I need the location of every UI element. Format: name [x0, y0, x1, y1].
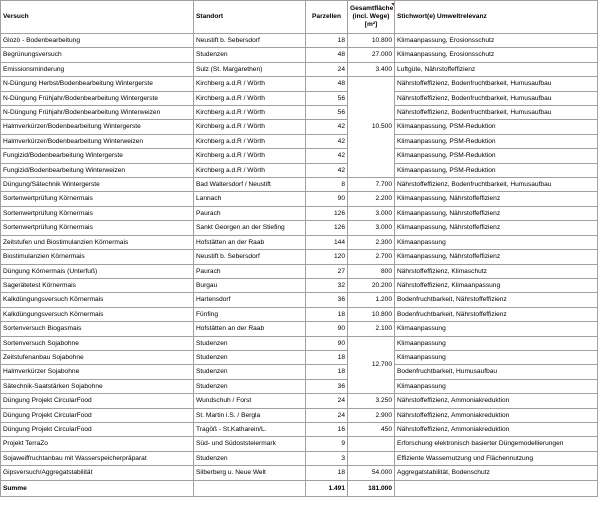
- cell-stichwort: Klimaanpassung: [395, 350, 598, 364]
- cell-flaeche: 2.200: [348, 192, 395, 206]
- cell-flaeche: 10.500: [348, 77, 395, 178]
- cell-versuch: Fungizid/Bodenbearbeitung Wintergerste: [1, 149, 194, 163]
- cell-stichwort: Nährstoffeffizienz, Klimaschutz: [395, 264, 598, 278]
- cell-standort: Süd- und Südoststeiermark: [194, 437, 306, 451]
- cell-flaeche: 27.000: [348, 48, 395, 62]
- cell-parzellen: 90: [306, 192, 348, 206]
- header-stichwort: Stichwort(e) Umweltrelevanz: [395, 1, 598, 34]
- cell-versuch: Düngung Projekt CircularFood: [1, 408, 194, 422]
- table-row: [1, 278, 598, 292]
- cell-versuch: Sojaweiffruchtanbau mit Wasserspeicherpräparat: [1, 451, 194, 465]
- cell-flaeche: 2.900: [348, 408, 395, 422]
- cell-stichwort: Klimaanpassung: [395, 235, 598, 249]
- table-row: [1, 336, 598, 350]
- table-row: [1, 34, 598, 48]
- cell-parzellen: 42: [306, 149, 348, 163]
- cell-standort: Neustift b. Sebersdorf: [194, 250, 306, 264]
- cell-stichwort: Effiziente Wassernutzung und Flächennutzung: [395, 451, 598, 465]
- cell-parzellen: 24: [306, 408, 348, 422]
- header-versuch: Versuch: [1, 1, 194, 34]
- cell-versuch: Sortenwertprüfung Körnermais: [1, 206, 194, 220]
- cell-stichwort: Klimaanpassung, Erosionsschutz: [395, 34, 598, 48]
- cell-parzellen: 32: [306, 278, 348, 292]
- table-row: [1, 394, 598, 408]
- cell-flaeche: 3.400: [348, 62, 395, 76]
- cell-parzellen: 18: [306, 34, 348, 48]
- cell-stichwort: Klimaanpassung, PSM-Reduktion: [395, 163, 598, 177]
- cell-flaeche: 800: [348, 264, 395, 278]
- cell-flaeche: 1.200: [348, 293, 395, 307]
- cell-stichwort: Nährstoffeffizienz, Klimaanpassung: [395, 278, 598, 292]
- cell-flaeche: 2.700: [348, 250, 395, 264]
- cell-parzellen: 90: [306, 336, 348, 350]
- cell-standort: Kirchberg a.d.R / Wörth: [194, 91, 306, 105]
- cell-standort: Sulz (St. Margarethen): [194, 62, 306, 76]
- cell-parzellen: 36: [306, 293, 348, 307]
- cell-standort: Kirchberg a.d.R / Wörth: [194, 120, 306, 134]
- table-row: [1, 62, 598, 76]
- cell-flaeche: 3.000: [348, 221, 395, 235]
- cell-parzellen: 126: [306, 221, 348, 235]
- cell-flaeche: 2.100: [348, 322, 395, 336]
- cell-flaeche: 10.800: [348, 34, 395, 48]
- cell-stichwort: Klimaanpassung: [395, 336, 598, 350]
- cell-parzellen: 24: [306, 394, 348, 408]
- summary-stichwort: [395, 480, 598, 496]
- cell-parzellen: 56: [306, 106, 348, 120]
- cell-standort: Studenzen: [194, 48, 306, 62]
- cell-versuch: Halmverkürzer/Bodenbearbeitung Wintergerste: [1, 120, 194, 134]
- cell-versuch: Sortenversuch Sojabohne: [1, 336, 194, 350]
- cell-versuch: Kalkdüngungsversuch Körnermais: [1, 307, 194, 321]
- cell-standort: Kirchberg a.d.R / Wörth: [194, 106, 306, 120]
- cell-standort: Paurach: [194, 206, 306, 220]
- cell-standort: Kirchberg a.d.R / Wörth: [194, 163, 306, 177]
- cell-standort: Kirchberg a.d.R / Wörth: [194, 149, 306, 163]
- table-row: [1, 120, 598, 134]
- header-gesamtflaeche: [348, 1, 395, 34]
- cell-standort: Studenzen: [194, 365, 306, 379]
- cell-parzellen: 18: [306, 350, 348, 364]
- cell-flaeche: [348, 437, 395, 451]
- table-row: [1, 466, 598, 480]
- cell-standort: Wundschuh / Forst: [194, 394, 306, 408]
- cell-stichwort: Klimaanpassung, PSM-Reduktion: [395, 120, 598, 134]
- cell-versuch: Begrünungsversuch: [1, 48, 194, 62]
- table-row: [1, 163, 598, 177]
- cell-stichwort: Erforschung elektronisch basierter Düngemodellierungen: [395, 437, 598, 451]
- cell-standort: Sankt Georgen an der Stiefing: [194, 221, 306, 235]
- cell-versuch: Zeitstufen und Biostimulanzien Körnermais: [1, 235, 194, 249]
- table-row: [1, 134, 598, 148]
- header-flaeche-line2: (incl. Wege): [352, 13, 390, 20]
- cell-versuch: N-Düngung Frühjahr/Bodenbearbeitung Winterweizen: [1, 106, 194, 120]
- cell-parzellen: 18: [306, 466, 348, 480]
- cell-versuch: Sätechnik-Saatstärken Sojabohne: [1, 379, 194, 393]
- table-row: [1, 206, 598, 220]
- table-row: [1, 149, 598, 163]
- cell-stichwort: Klimaanpassung: [395, 379, 598, 393]
- cell-versuch: Düngung Projekt CircularFood: [1, 394, 194, 408]
- table-row: [1, 365, 598, 379]
- table-row: [1, 178, 598, 192]
- cell-parzellen: 42: [306, 134, 348, 148]
- cell-parzellen: 36: [306, 379, 348, 393]
- table-row: [1, 437, 598, 451]
- cell-standort: Studenzen: [194, 336, 306, 350]
- table-row: [1, 221, 598, 235]
- cell-parzellen: 9: [306, 437, 348, 451]
- cell-parzellen: 90: [306, 322, 348, 336]
- cell-versuch: Halmverkürzer Sojabohne: [1, 365, 194, 379]
- summary-row: [1, 480, 598, 496]
- cell-standort: Hartensdorf: [194, 293, 306, 307]
- cell-stichwort: Nährstoffeffizienz, Bodenfruchtbarkeit, Humusaufbau: [395, 77, 598, 91]
- cell-stichwort: Nährstoffeffizienz, Ammoniakreduktion: [395, 422, 598, 436]
- cell-parzellen: 48: [306, 77, 348, 91]
- table-row: [1, 250, 598, 264]
- cell-versuch: Halmverkürzer/Bodenbearbeitung Winterweizen: [1, 134, 194, 148]
- cell-stichwort: Nährstoffeffizienz, Ammoniakreduktion: [395, 394, 598, 408]
- table-row: [1, 48, 598, 62]
- header-parzellen: Parzellen: [306, 1, 348, 34]
- cell-parzellen: 3: [306, 451, 348, 465]
- cell-standort: Silberberg u. Neue Welt: [194, 466, 306, 480]
- cell-standort: Hofstätten an der Raab: [194, 322, 306, 336]
- cell-parzellen: 56: [306, 91, 348, 105]
- cell-parzellen: 126: [306, 206, 348, 220]
- cell-parzellen: 48: [306, 48, 348, 62]
- cell-parzellen: 18: [306, 307, 348, 321]
- header-flaeche-line1: Gesamtfläche: [350, 5, 394, 12]
- cell-stichwort: Klimaanpassung, PSM-Reduktion: [395, 134, 598, 148]
- cell-stichwort: Nährstoffeffizienz, Ammoniakreduktion: [395, 408, 598, 422]
- cell-versuch: Sortenwertprüfung Körnermais: [1, 192, 194, 206]
- cell-parzellen: 24: [306, 62, 348, 76]
- cell-stichwort: Klimaanpassung, Nährstoffeffizienz: [395, 250, 598, 264]
- cell-versuch: Projekt TerraZo: [1, 437, 194, 451]
- summary-standort: [194, 480, 306, 496]
- table-row: [1, 307, 598, 321]
- cell-stichwort: Nährstoffeffizienz, Bodenfruchtbarkeit, Humusaufbau: [395, 178, 598, 192]
- cell-versuch: Düngung Körnermais (Unterfuß): [1, 264, 194, 278]
- cell-parzellen: 16: [306, 422, 348, 436]
- header-row: [1, 1, 598, 34]
- table-row: [1, 235, 598, 249]
- cell-versuch: Sortenwertprüfung Körnermais: [1, 221, 194, 235]
- cell-versuch: N-Düngung Herbst/Bodenbearbeitung Wintergerste: [1, 77, 194, 91]
- cell-stichwort: Bodenfruchtbarkeit, Nährstoffeffizienz: [395, 293, 598, 307]
- table-body: [1, 34, 598, 481]
- cell-versuch: Düngung/Sätechnik Wintergerste: [1, 178, 194, 192]
- summary-label: Summe: [1, 480, 194, 496]
- cell-versuch: Emissionsminderung: [1, 62, 194, 76]
- table-row: [1, 77, 598, 91]
- summary-flaeche: 181.000: [348, 480, 395, 496]
- cell-standort: Bad Waltersdorf / Neustift: [194, 178, 306, 192]
- cell-parzellen: 144: [306, 235, 348, 249]
- cell-stichwort: Aggregatstabilität, Bodenschutz: [395, 466, 598, 480]
- cell-standort: Burgau: [194, 278, 306, 292]
- cell-stichwort: Bodenfruchtbarkeit, Humusaufbau: [395, 365, 598, 379]
- cell-versuch: Düngung Projekt CircularFood: [1, 422, 194, 436]
- cell-standort: St. Martin i.S. / Bergla: [194, 408, 306, 422]
- cell-flaeche: 7.700: [348, 178, 395, 192]
- cell-flaeche: 3.250: [348, 394, 395, 408]
- cell-flaeche: 20.200: [348, 278, 395, 292]
- table-row: [1, 408, 598, 422]
- table-row: [1, 379, 598, 393]
- cell-versuch: Glozö - Bodenbearbeitung: [1, 34, 194, 48]
- summary-parzellen: 1.491: [306, 480, 348, 496]
- cell-parzellen: 42: [306, 120, 348, 134]
- cell-stichwort: Klimaanpassung, PSM-Reduktion: [395, 149, 598, 163]
- cell-flaeche: 12.700: [348, 336, 395, 394]
- cell-stichwort: Bodenfruchtbarkeit, Nährstoffeffizienz: [395, 307, 598, 321]
- cell-stichwort: Klimaanpassung, Nährstoffeffizienz: [395, 206, 598, 220]
- cell-standort: Kirchberg a.d.R / Wörth: [194, 134, 306, 148]
- table-row: [1, 264, 598, 278]
- table-row: [1, 106, 598, 120]
- cell-versuch: Sortenversuch Biogasmais: [1, 322, 194, 336]
- cell-flaeche: [348, 451, 395, 465]
- cell-stichwort: Nährstoffeffizienz, Bodenfruchtbarkeit, Humusaufbau: [395, 91, 598, 105]
- cell-stichwort: Klimaanpassung, Nährstoffeffizienz: [395, 192, 598, 206]
- table-row: [1, 451, 598, 465]
- table-row: [1, 350, 598, 364]
- cell-standort: Hofstätten an der Raab: [194, 235, 306, 249]
- cell-versuch: N-Düngung Frühjahr/Bodenbearbeitung Wintergerste: [1, 91, 194, 105]
- table-row: [1, 91, 598, 105]
- cell-standort: Studenzen: [194, 451, 306, 465]
- header-standort: Standort: [194, 1, 306, 34]
- cell-flaeche: 450: [348, 422, 395, 436]
- cell-stichwort: Nährstoffeffizienz, Bodenfruchtbarkeit, Humusaufbau: [395, 106, 598, 120]
- header-flaeche-line3: [m²]: [364, 21, 378, 28]
- cell-parzellen: 27: [306, 264, 348, 278]
- cell-flaeche: 54.000: [348, 466, 395, 480]
- cell-versuch: Kalkdüngungsversuch Körnermais: [1, 293, 194, 307]
- cell-parzellen: 18: [306, 365, 348, 379]
- cell-standort: Neustift b. Sebersdorf: [194, 34, 306, 48]
- cell-stichwort: Klimaanpassung, Nährstoffeffizienz: [395, 221, 598, 235]
- cell-versuch: Sagerätetest Körnermais: [1, 278, 194, 292]
- cell-standort: Paurach: [194, 264, 306, 278]
- cell-standort: Studenzen: [194, 379, 306, 393]
- cell-flaeche: 3.000: [348, 206, 395, 220]
- cell-parzellen: 42: [306, 163, 348, 177]
- cell-standort: Lannach: [194, 192, 306, 206]
- cell-parzellen: 120: [306, 250, 348, 264]
- table-row: [1, 293, 598, 307]
- cell-versuch: Gipsversuch/Aggregatstabilität: [1, 466, 194, 480]
- cell-standort: Tragöß - St.Katharein/L.: [194, 422, 306, 436]
- table-row: [1, 422, 598, 436]
- table-row: [1, 322, 598, 336]
- cell-versuch: Zeitstufenanbau Sojabohne: [1, 350, 194, 364]
- cell-flaeche: 2.300: [348, 235, 395, 249]
- cell-standort: Kirchberg a.d.R / Wörth: [194, 77, 306, 91]
- cell-stichwort: Klimaanpassung: [395, 322, 598, 336]
- cell-standort: Studenzen: [194, 350, 306, 364]
- cell-parzellen: 8: [306, 178, 348, 192]
- cell-flaeche: 10.800: [348, 307, 395, 321]
- table-row: [1, 192, 598, 206]
- cell-versuch: Biostimulanzien Körnermais: [1, 250, 194, 264]
- cell-versuch: Fungizid/Bodenbearbeitung Winterweizen: [1, 163, 194, 177]
- cell-stichwort: Klimaanpassung, Erosionsschutz: [395, 48, 598, 62]
- cell-stichwort: Luftgüte, Nährstoffeffizienz: [395, 62, 598, 76]
- cell-standort: Fünfing: [194, 307, 306, 321]
